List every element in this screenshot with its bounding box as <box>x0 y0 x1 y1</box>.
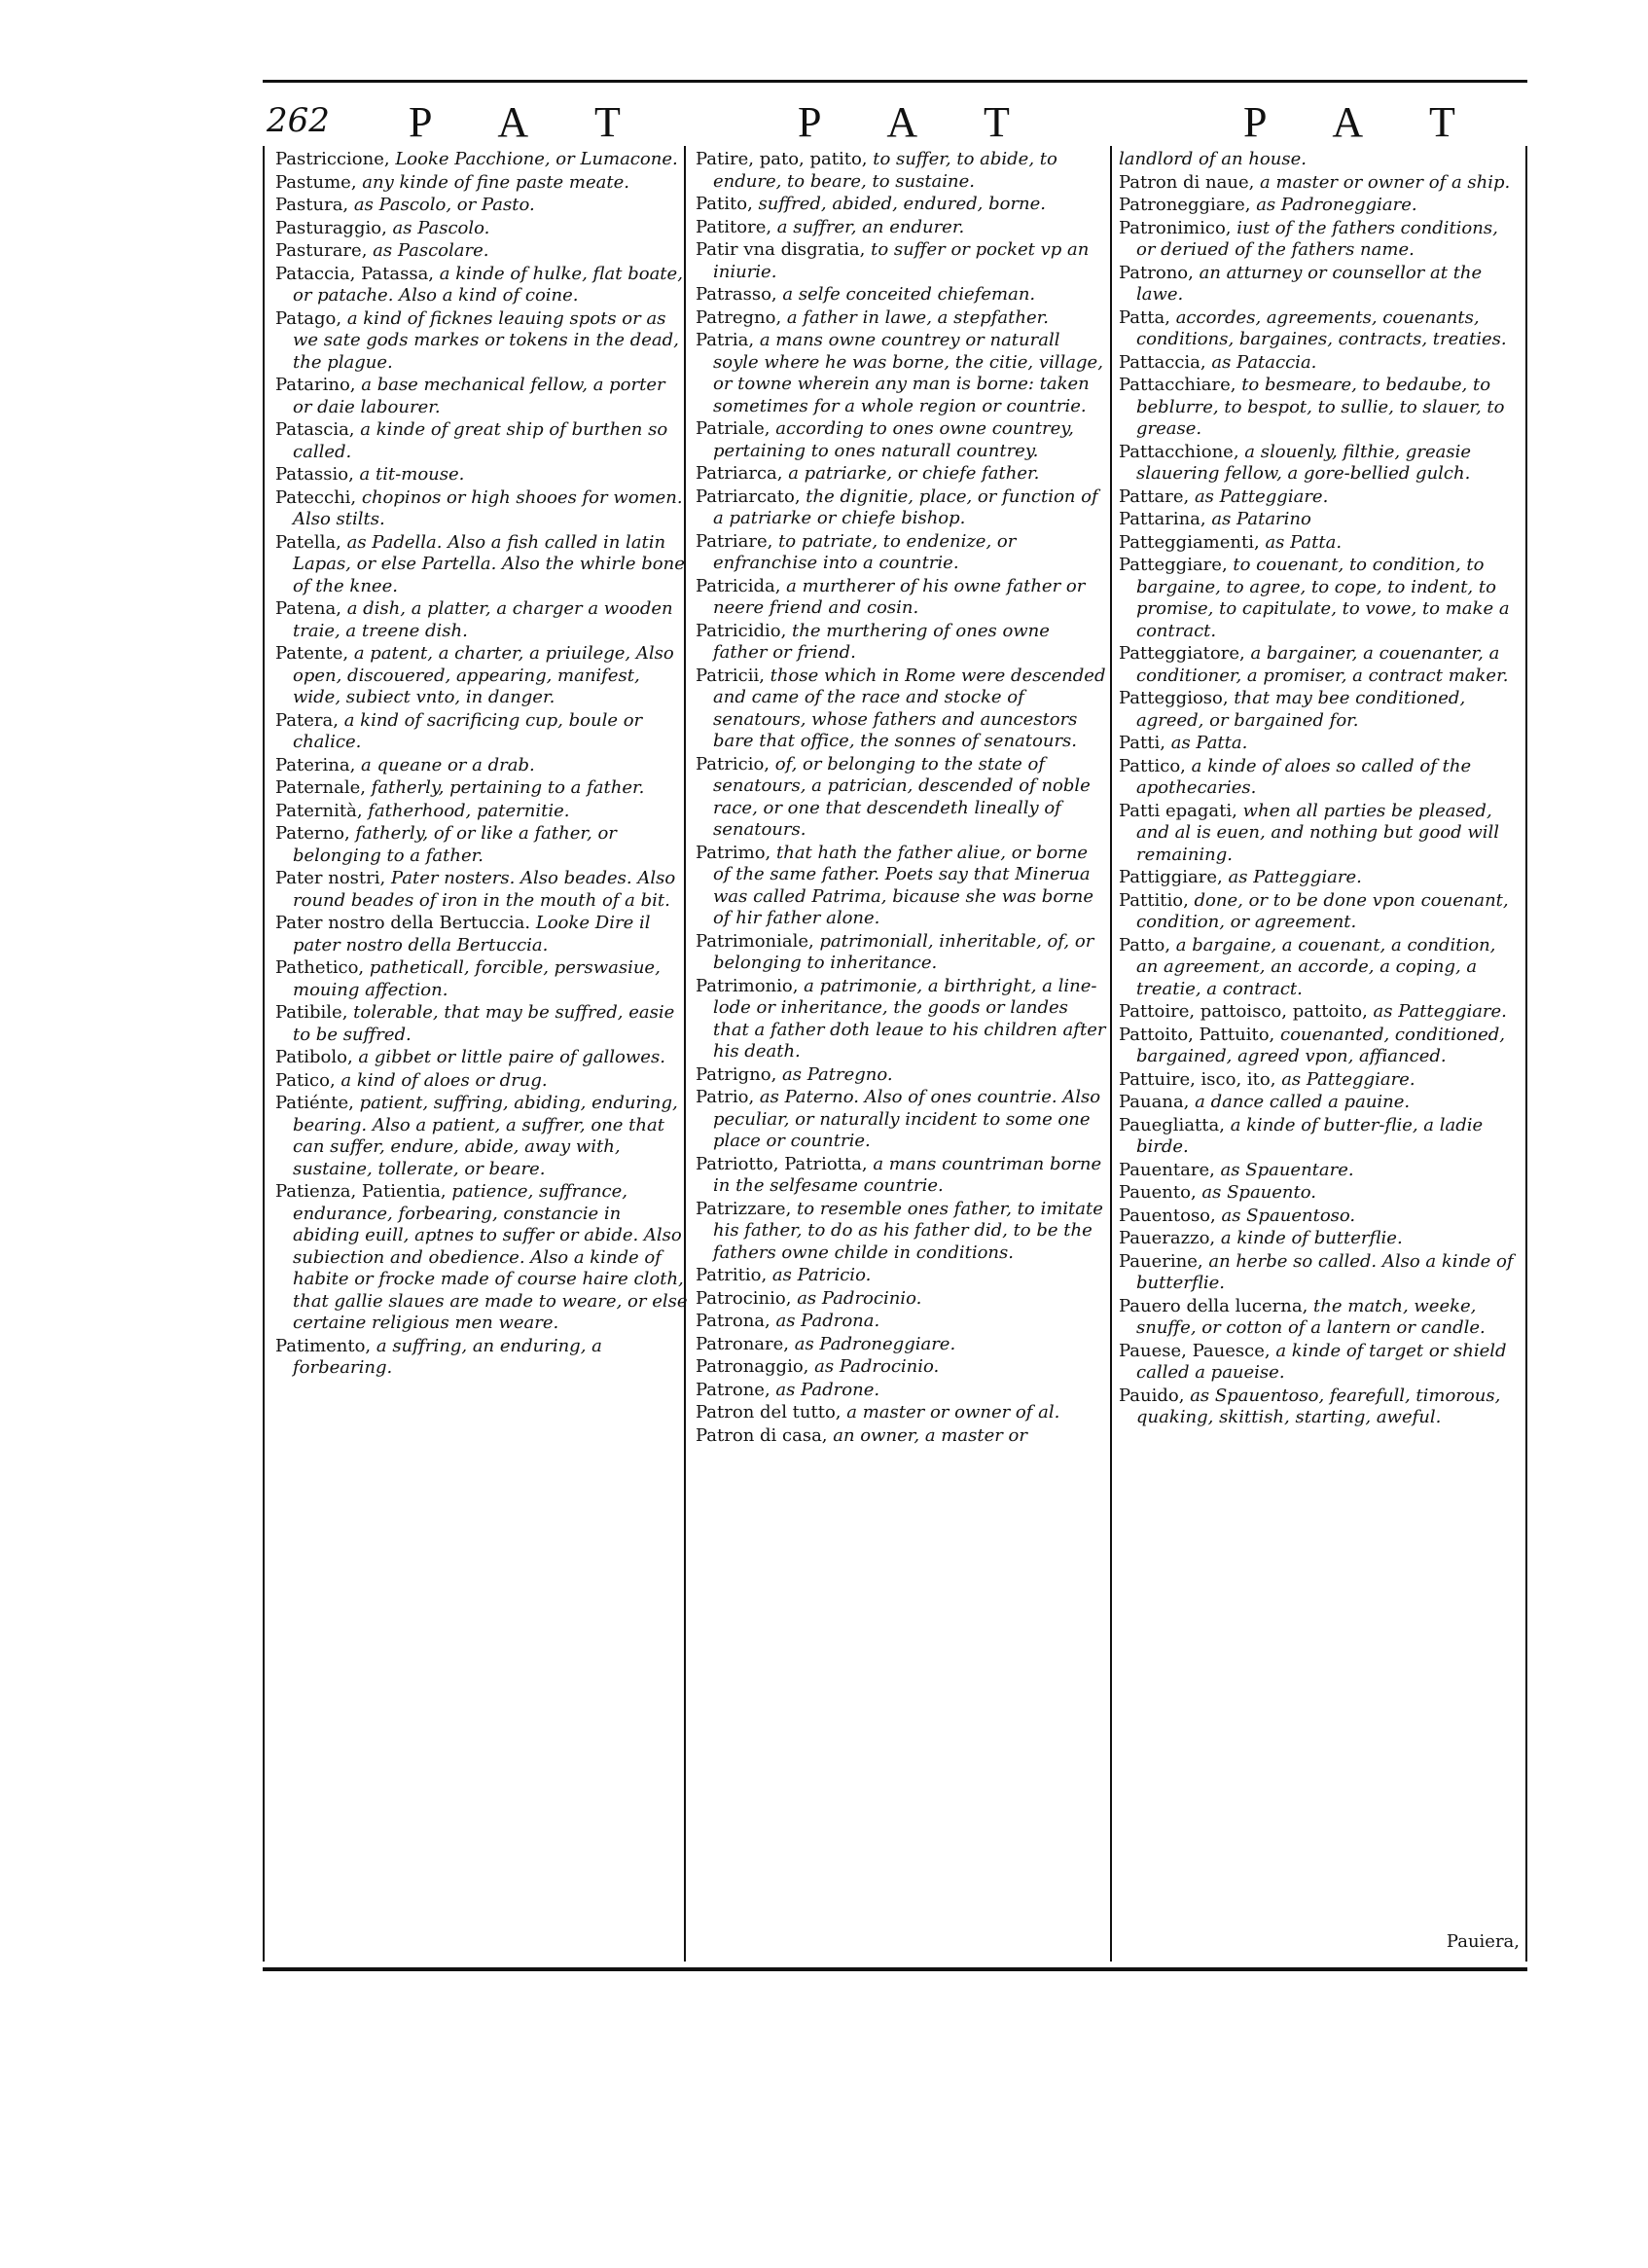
dictionary-entry <box>275 1047 689 1069</box>
dictionary-entry <box>696 1402 1109 1424</box>
headword: Patriarcato, <box>696 486 801 507</box>
dictionary-entry <box>1119 1296 1520 1340</box>
headword: Patente, <box>275 643 349 664</box>
headword: Patrio, <box>696 1087 755 1107</box>
dictionary-entry <box>275 149 689 171</box>
definition: as Pascolo, or Pasto. <box>348 195 535 215</box>
dictionary-entry <box>1119 352 1520 375</box>
definition: to suffer, to abide, to endure, to beare, to sustaine. <box>713 149 1057 192</box>
dictionary-entry <box>1119 867 1520 889</box>
headword: Pauese, Pauesce, <box>1119 1340 1271 1361</box>
headword: Patella, <box>275 531 341 553</box>
dictionary-entry <box>1119 218 1520 262</box>
definition: a kinde of butterflie. <box>1215 1228 1403 1248</box>
headword: Patteggiamenti, <box>1119 531 1260 553</box>
headword: Patteggiare, <box>1119 555 1228 575</box>
definition: fatherly, pertaining to a father. <box>365 777 645 798</box>
dictionary-entry <box>275 823 689 867</box>
headword: Patrono, <box>1119 262 1194 283</box>
dictionary-entry <box>1119 486 1520 509</box>
dictionary-entry <box>1119 1025 1520 1068</box>
dictionary-entry <box>1119 935 1520 1001</box>
definition: as Patteggiare. <box>1367 1001 1507 1022</box>
headword: Patria, <box>696 330 755 350</box>
dictionary-entry <box>696 666 1109 753</box>
definition: that may bee conditioned, agreed, or bargained for. <box>1136 688 1466 731</box>
dictionary-entry <box>275 1336 689 1380</box>
definition: accordes, agreements, couenants, conditions, bargaines, contracts, treaties. <box>1136 306 1507 349</box>
dictionary-entry <box>1119 1092 1520 1114</box>
running-head-right: P A T <box>1243 98 1485 146</box>
definition: a gibbet or little paire of gallowes. <box>352 1047 665 1067</box>
headword: Patago, <box>275 307 342 329</box>
headword: Pauentare, <box>1119 1159 1215 1180</box>
definition: a kind of ficknes leauing spots or as we sate gods markes or tokens in the dead, the plague. <box>293 307 679 373</box>
definition: as Patregno. <box>776 1063 893 1085</box>
headword: Paterno, <box>275 823 350 844</box>
dictionary-entry <box>696 239 1109 283</box>
running-head-left: P A T <box>409 98 650 146</box>
headword: Patriare, <box>696 530 773 552</box>
headword: Pasturare, <box>275 240 368 261</box>
dictionary-entry <box>1119 1069 1520 1092</box>
definition: as Patteggiare. <box>1222 867 1362 887</box>
definition: a master or owner of a ship. <box>1254 171 1511 193</box>
dictionary-entry <box>1119 532 1520 555</box>
definition: done, or to be done vpon couenant, condition, or agreement. <box>1136 889 1509 932</box>
headword: Patron di casa, <box>696 1424 828 1446</box>
headword: Patrone, <box>696 1379 770 1400</box>
headword: Patico, <box>275 1069 336 1091</box>
definition: as Patta. <box>1259 531 1343 553</box>
dictionary-entry <box>696 843 1109 930</box>
definition: to suffer or pocket vp an iniurie. <box>713 239 1090 282</box>
headword: Patronimico, <box>1119 217 1232 238</box>
definition: when all parties be pleased, and al is euen, and nothing but good will remaining. <box>1136 800 1500 865</box>
headword: Pattarina, <box>1119 509 1206 529</box>
definition: a master or owner of al. <box>841 1402 1060 1422</box>
column-2 <box>696 149 1109 1959</box>
definition: a selfe conceited chiefeman. <box>776 284 1036 305</box>
definition: tolerable, that may be suffred, easie to be suffred. <box>293 1002 675 1045</box>
definition: a dance called a pauine. <box>1189 1092 1411 1112</box>
dictionary-entry <box>696 217 1109 239</box>
definition: an owner, a master or <box>827 1424 1028 1446</box>
definition: as Pascolo. <box>386 217 490 238</box>
definition: as Patteggiare. <box>1275 1068 1415 1090</box>
definition: a mans owne countrey or naturall soyle where he was borne, the citie, village, or towne wherein any man is borne: taken sometimes for a whole region or countrie. <box>713 330 1103 416</box>
definition: to resemble ones father, to imitate his father, to do as his father did, to be the fathers owne childe in conditions. <box>713 1198 1103 1263</box>
definition: patheticall, forcible, perswasiue, mouing affection. <box>293 957 661 1000</box>
dictionary-entry <box>275 913 689 956</box>
dictionary-entry <box>1119 643 1520 687</box>
definition: any kinde of fine paste meate. <box>356 171 629 193</box>
dictionary-entry <box>696 1154 1109 1198</box>
headword: Patena, <box>275 598 341 619</box>
headword: Pattacchione, <box>1119 441 1239 462</box>
definition: a dish, a platter, a charger a wooden traie, a treene dish. <box>293 598 673 641</box>
dictionary-entry <box>1119 1206 1520 1228</box>
definition: to couenant, to condition, to bargaine, to agree, to cope, to indent, to promise, to capitulate, to vowe, to make a contract. <box>1136 555 1510 641</box>
definition: fatherly, of or like a father, or belonging to a father. <box>293 823 617 866</box>
headword: Pathetico, <box>275 957 365 978</box>
dictionary-entry <box>696 621 1109 665</box>
definition: the dignitie, place, or function of a patriarke or chiefe bishop. <box>713 486 1098 528</box>
definition: a slouenly, filthie, greasie slauering fellow, a gore-bellied gulch. <box>1136 441 1471 484</box>
headword: Patibolo, <box>275 1047 353 1067</box>
dictionary-entry <box>696 931 1109 975</box>
dictionary-entry <box>275 755 689 777</box>
definition: iust of the fathers conditions, or deriued of the fathers name. <box>1136 217 1498 260</box>
headword: Patteggiatore, <box>1119 643 1245 664</box>
definition: as Pataccia. <box>1205 351 1317 373</box>
definition: a kinde of target or shield called a paueise. <box>1136 1340 1507 1383</box>
dictionary-entry <box>696 307 1109 330</box>
headword: Patibile, <box>275 1002 348 1023</box>
headword: Pater nostri, <box>275 868 386 888</box>
dictionary-entry <box>275 777 689 800</box>
headword: Patrimoniale, <box>696 930 814 952</box>
headword: Pattaccia, <box>1119 351 1206 373</box>
headword: Pasturaggio, <box>275 217 387 238</box>
definition: as Spauento. <box>1196 1182 1316 1203</box>
headword: Patrocinio, <box>696 1287 792 1309</box>
definition: a kinde of butter-flie, a ladie birde. <box>1136 1114 1484 1157</box>
headword: Patricidio, <box>696 620 787 641</box>
column-1 <box>275 149 689 1959</box>
headword: Patricio, <box>696 753 770 774</box>
dictionary-entry <box>696 149 1109 193</box>
dictionary-entry <box>275 1181 689 1335</box>
headword: Pattoire, pattoisco, pattoito, <box>1119 1001 1368 1022</box>
definition: a suffrer, an endurer. <box>771 216 965 237</box>
headword: Pastume, <box>275 171 357 193</box>
headword: Pauerine, <box>1119 1250 1203 1272</box>
definition: of, or belonging to the state of senatours, a patrician, descended of noble race, or one that descendeth lineally of senatours. <box>713 753 1091 840</box>
headword: Patito, <box>696 194 753 214</box>
column-rule <box>263 146 265 1962</box>
dictionary-entry <box>275 487 689 531</box>
headword: Patto, <box>1119 934 1171 955</box>
definition: chopinos or high shooes for women. Also stilts. <box>293 486 683 529</box>
dictionary-entry <box>275 1070 689 1093</box>
definition: Looke Pacchione, or Lumacone. <box>389 149 678 169</box>
dictionary-entry <box>275 598 689 642</box>
headword: Pauegliatta, <box>1119 1114 1225 1135</box>
dictionary-entry <box>1119 195 1520 217</box>
headword: Patriotto, Patriotta, <box>696 1153 868 1174</box>
headword: Pattico, <box>1119 755 1186 776</box>
headword: Patarino, <box>275 375 356 395</box>
dictionary-entry <box>696 1380 1109 1402</box>
dictionary-entry <box>1119 1228 1520 1250</box>
dictionary-entry <box>696 486 1109 530</box>
dictionary-entry <box>275 218 689 240</box>
headword: Pauido, <box>1119 1385 1185 1406</box>
headword: Patascia, <box>275 419 355 440</box>
headword: Patriarca, <box>696 463 783 484</box>
headword: Patregno, <box>696 306 782 328</box>
headword: Pastura, <box>275 195 349 215</box>
headword: Patrigno, <box>696 1063 777 1085</box>
headword: Patrona, <box>696 1311 770 1331</box>
dictionary-entry <box>696 194 1109 216</box>
definition: a kinde of aloes so called of the apothecaries. <box>1136 755 1472 798</box>
definition: a murtherer of his owne father or neere friend and cosin. <box>713 575 1086 618</box>
column-rule <box>1525 146 1527 1962</box>
definition: a patrimonie, a birthright, a line-lode or inheritance, the goods or landes that a father doth leaue to his children after his death. <box>713 975 1106 1062</box>
dictionary-entry <box>696 1356 1109 1379</box>
definition: patrimoniall, inheritable, of, or belonging to inheritance. <box>713 930 1094 973</box>
dictionary-entry <box>1119 149 1520 171</box>
catchword: Pauiera, <box>1446 1931 1520 1952</box>
dictionary-entry <box>696 1087 1109 1153</box>
definition: to besmeare, to bedaube, to beblurre, to bespot, to sullie, to slauer, to grease. <box>1136 375 1505 439</box>
dictionary-entry <box>275 1093 689 1180</box>
definition: a tit-mouse. <box>353 464 465 485</box>
headword: Patta, <box>1119 306 1170 328</box>
headword: Patir vna disgratia, <box>696 239 866 260</box>
definition: as Patta. <box>1164 733 1248 753</box>
dictionary-entry <box>1119 1182 1520 1205</box>
headword: Patronaggio, <box>696 1356 809 1377</box>
headword: Patricii, <box>696 665 765 686</box>
dictionary-entry <box>1119 509 1520 531</box>
definition: couenanted, conditioned, bargained, agreed vpon, affianced. <box>1136 1024 1506 1066</box>
dictionary-entry <box>1119 555 1520 642</box>
headword: Patrimonio, <box>696 975 799 996</box>
headword: Pauento, <box>1119 1182 1197 1203</box>
dictionary-entry <box>1119 733 1520 755</box>
dictionary-entry <box>1119 756 1520 800</box>
dictionary-entry <box>275 264 689 307</box>
dictionary-entry <box>1119 1386 1520 1429</box>
definition: to patriate, to endenize, or enfranchise into a countrie. <box>713 530 1017 573</box>
dictionary-entry <box>1119 1251 1520 1295</box>
headword: Patronare, <box>696 1333 790 1354</box>
dictionary-entry <box>1119 801 1520 867</box>
column-rule <box>1110 146 1112 1962</box>
dictionary-entry <box>696 1265 1109 1287</box>
dictionary-entry <box>696 1334 1109 1356</box>
definition: a kinde of great ship of burthen so called. <box>293 419 668 462</box>
definition: as Spauentare. <box>1214 1159 1354 1180</box>
headword: Pauentoso, <box>1119 1205 1216 1226</box>
headword: Patassio, <box>275 464 354 485</box>
dictionary-entry <box>696 531 1109 575</box>
dictionary-entry <box>1119 1341 1520 1385</box>
definition: a mans countriman borne in the selfesame countrie. <box>713 1153 1102 1196</box>
headword: Pauana, <box>1119 1092 1190 1112</box>
definition: according to ones owne countrey, pertaining to ones naturall countrey. <box>713 418 1074 461</box>
headword: Patricida, <box>696 575 781 596</box>
dictionary-entry <box>1119 263 1520 306</box>
headword: Pauerazzo, <box>1119 1228 1216 1248</box>
definition: a kind of aloes or drug. <box>335 1069 548 1091</box>
headword: Patera, <box>275 709 339 731</box>
definition: patience, suffrance, endurance, forbearing, constancie in abiding euill, aptnes to suffer or abide. Also subiection and obedience. Also a kinde of habite or frocke made of course haire cloth, that gallie slaues are made to weare, or else certaine religious men weare. <box>293 1181 688 1333</box>
headword: Patire, pato, patito, <box>696 149 868 169</box>
definition: as Spauentoso. <box>1215 1205 1356 1226</box>
definition: Looke Dire il pater nostro della Bertuccia. <box>293 913 651 955</box>
headword: Patritio, <box>696 1265 768 1285</box>
headword: Pattuire, isco, ito, <box>1119 1068 1276 1090</box>
column-3 <box>1119 149 1520 1959</box>
headword: Patrizzare, <box>696 1198 792 1219</box>
headword: Pauero della lucerna, <box>1119 1295 1308 1316</box>
definition: as Padrocinio. <box>808 1356 940 1377</box>
definition: landlord of an house. <box>1119 149 1307 169</box>
definition: as Patricio. <box>767 1265 872 1285</box>
dictionary-entry <box>696 1425 1109 1448</box>
headword: Patecchi, <box>275 486 357 508</box>
running-head-middle: P A T <box>798 98 1039 146</box>
headword: Pattacchiare, <box>1119 375 1236 395</box>
headword: Paterina, <box>275 754 356 775</box>
headword: Patteggioso, <box>1119 688 1229 708</box>
dictionary-entry <box>275 532 689 598</box>
dictionary-entry <box>1119 1115 1520 1159</box>
definition: a father in lawe, a stepfather. <box>781 306 1049 328</box>
dictionary-entry <box>275 957 689 1001</box>
dictionary-entry <box>1119 172 1520 195</box>
definition: a bargaine, a couenant, a condition, an agreement, an accorde, a coping, a treatie, a contract. <box>1136 934 1496 999</box>
dictionary-entry <box>275 464 689 486</box>
headword: Pattoito, Pattuito, <box>1119 1024 1275 1045</box>
dictionary-entry <box>275 240 689 263</box>
definition: as Padroneggiare. <box>1250 195 1417 215</box>
definition: as Pascolare. <box>367 240 489 261</box>
definition: an herbe so called. Also a kinde of butterflie. <box>1136 1250 1514 1293</box>
dictionary-entry <box>696 330 1109 417</box>
headword: Patriale, <box>696 418 770 439</box>
headword: Paternità, <box>275 800 363 821</box>
headword: Pataccia, Patassa, <box>275 263 435 284</box>
dictionary-entry <box>275 308 689 375</box>
definition: a suffring, an enduring, a forbearing. <box>293 1335 602 1378</box>
definition: Pater nosters. Also beades. Also round beades of iron in the mouth of a bit. <box>293 868 676 911</box>
definition: as Paterno. Also of ones countrie. Also peculiar, or naturally incident to some one place or countrie. <box>713 1087 1101 1151</box>
definition: fatherhood, paternitie. <box>362 800 570 821</box>
dictionary-entry <box>696 1311 1109 1333</box>
definition: as Padrocinio. <box>791 1287 922 1309</box>
headword: Patroneggiare, <box>1119 195 1251 215</box>
definition: the match, weeke, snuffe, or cotton of a lantern or candle. <box>1136 1295 1486 1338</box>
definition: the murthering of ones owne father or friend. <box>713 620 1050 663</box>
definition: a bargainer, a couenanter, a conditioner, a promiser, a contract maker. <box>1136 643 1509 686</box>
definition: a patent, a charter, a priuilege, Also open, discouered, appearing, manifest, wide, subiect vnto, in danger. <box>293 643 674 707</box>
dictionary-entry <box>696 1288 1109 1311</box>
dictionary-entry <box>275 801 689 823</box>
headword: Patti, <box>1119 733 1165 753</box>
headword: Pattitio, <box>1119 889 1189 911</box>
headword: Patrasso, <box>696 284 777 305</box>
dictionary-entry <box>696 576 1109 620</box>
dictionary-entry <box>275 710 689 754</box>
definition: a patriarke, or chiefe father. <box>782 463 1040 484</box>
headword: Patiénte, <box>275 1093 354 1113</box>
definition: as Spauentoso, fearefull, timorous, quaking, skittish, starting, aweful. <box>1136 1385 1501 1427</box>
top-rule <box>263 80 1527 83</box>
dictionary-entry <box>1119 375 1520 441</box>
headword: Patimento, <box>275 1335 372 1356</box>
headword: Patti epagati, <box>1119 800 1237 821</box>
page-number: 262 <box>267 101 330 140</box>
bottom-rule <box>263 1967 1527 1971</box>
dictionary-entry <box>696 463 1109 486</box>
dictionary-entry <box>275 1002 689 1046</box>
dictionary-entry <box>275 195 689 217</box>
dictionary-entry <box>696 1199 1109 1265</box>
definition: as Patarino <box>1205 509 1311 529</box>
definition: a kind of sacrificing cup, boule or chalice. <box>293 709 643 752</box>
definition: those which in Rome were descended and came of the race and stocke of senatours, whose fathers and auncestors bare that office, the sonnes of senatours. <box>713 665 1106 751</box>
dictionary-entry <box>696 284 1109 306</box>
headword: Patienza, Patientia, <box>275 1181 447 1202</box>
headword: Pastriccione, <box>275 149 390 169</box>
definition: patient, suffring, abiding, enduring, bearing. Also a patient, a suffrer, one that can suffer, endure, abide, away with, sustaine, tollerate, or beare. <box>293 1093 678 1179</box>
definition: suffred, abided, endured, borne. <box>752 194 1047 214</box>
dictionary-entry <box>275 172 689 195</box>
dictionary-entry <box>696 418 1109 462</box>
definition: a kinde of hulke, flat boate, or patache. Also a kind of coine. <box>293 263 683 306</box>
dictionary-entry <box>696 976 1109 1063</box>
dictionary-entry <box>696 1064 1109 1087</box>
dictionary-entry <box>1119 442 1520 486</box>
definition: an atturney or counsellor at the lawe. <box>1136 262 1483 305</box>
headword: Patron del tutto, <box>696 1402 842 1422</box>
definition: as Padella. Also a fish called in latin Lapas, or else Partella. Also the whirle bone of the knee. <box>293 531 685 596</box>
definition: that hath the father aliue, or borne of the same father. Poets say that Minerua was called Patrima, bicause she was borne of hir father alone. <box>713 842 1093 928</box>
dictionary-entry <box>1119 688 1520 732</box>
headword: Pattare, <box>1119 486 1190 507</box>
dictionary-entry <box>1119 307 1520 351</box>
headword: Pattiggiare, <box>1119 867 1223 887</box>
definition: as Padroneggiare. <box>789 1333 956 1354</box>
headword: Patrimo, <box>696 842 771 863</box>
dictionary-entry <box>275 375 689 418</box>
headword: Paternale, <box>275 777 366 798</box>
definition: a base mechanical fellow, a porter or daie labourer. <box>293 375 665 417</box>
dictionary-entry <box>1119 1001 1520 1024</box>
dictionary-entry <box>696 754 1109 842</box>
definition: as Patteggiare. <box>1189 486 1329 507</box>
headword: Patitore, <box>696 216 772 237</box>
definition: as Padrona. <box>770 1311 880 1331</box>
definition: a queane or a drab. <box>355 754 535 775</box>
dictionary-entry <box>1119 1160 1520 1182</box>
dictionary-entry <box>1119 890 1520 934</box>
definition: as Padrone. <box>770 1379 880 1400</box>
headword: Pater nostro della Bertuccia. <box>275 913 531 933</box>
dictionary-entry <box>275 643 689 709</box>
dictionary-entry <box>275 419 689 463</box>
headword: Patron di naue, <box>1119 171 1255 193</box>
dictionary-entry <box>275 868 689 912</box>
